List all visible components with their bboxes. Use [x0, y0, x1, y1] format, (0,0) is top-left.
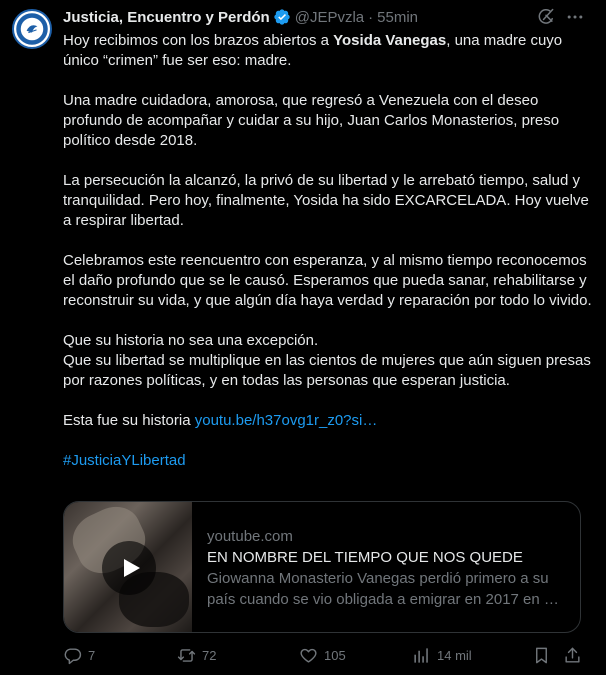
play-button[interactable] [102, 541, 156, 595]
paragraph-1: Hoy recibimos con los brazos abiertos a Yosida Vanegas, una madre cuyo único “crimen” fue ser eso: madre. [63, 32, 563, 69]
paragraph-4: Celebramos este reencuentro con esperanza, y al mismo tiempo reconocemos el daño profundo que se le causó. Esperamos que pueda sanar, rehabilitarse y reconstruir su vida, y que algún día haya verdad y reparación por todo lo vivido. [63, 252, 592, 309]
reply-count: 7 [88, 647, 96, 663]
paragraph-2: Una madre cuidadora, amorosa, que regresó a Venezuela con el deseo profundo de acompañar y cuidar a su hijo, Juan Carlos Monasterios, preso político desde 2018. [63, 92, 560, 149]
tweet-header [63, 7, 418, 27]
grok-icon[interactable] [536, 7, 556, 27]
youtube-link[interactable]: youtu.be/h37ovg1r_z0?si… [194, 412, 378, 429]
share-icon [563, 646, 582, 665]
paragraph-6: Esta fue su historia youtu.be/h37ovg1r_z0?si… [63, 412, 378, 429]
verified-badge-icon[interactable] [273, 8, 291, 26]
retweet-button[interactable] [177, 644, 216, 666]
reply-button[interactable] [63, 644, 95, 666]
bookmark-icon [532, 646, 551, 665]
link-preview-card[interactable] [63, 501, 581, 633]
timestamp[interactable]: 55min [377, 8, 418, 26]
play-icon [119, 556, 143, 580]
bookmark-button[interactable] [532, 644, 551, 666]
paragraph-5: Que su historia no sea una excepción. Que su libertad se multiplique en las cientos de mujeres que aún siguen presas por razones políticas, y en todas las personas que esperan justicia. [63, 332, 591, 389]
retweet-count: 72 [202, 647, 217, 663]
views-count: 14 mil [437, 647, 472, 663]
author-handle[interactable]: @JEPvzla [294, 8, 365, 26]
retweet-icon [177, 646, 196, 665]
views-chart-icon [412, 646, 431, 665]
like-count: 105 [324, 647, 346, 663]
action-bar [63, 644, 593, 666]
separator-dot: · [368, 8, 374, 26]
heart-icon [299, 646, 318, 665]
views-button[interactable] [412, 644, 472, 666]
paragraph-7 [63, 451, 593, 471]
video-thumbnail[interactable] [64, 502, 192, 632]
card-text [207, 526, 567, 610]
avatar[interactable] [12, 9, 52, 49]
organization-logo-icon [14, 11, 50, 47]
paragraph-3: La persecución la alcanzó, la privó de su libertad y le arrebató tiempo, salud y tranquilidad. Pero hoy, finalmente, Yosida ha sido EXCARCELADA. Hoy vuelve a respirar libertad. [63, 172, 589, 229]
more-options-icon[interactable] [565, 7, 585, 27]
share-button[interactable] [563, 644, 582, 666]
tweet-text [63, 31, 593, 491]
card-title: EN NOMBRE DEL TIEMPO QUE NOS QUEDE [207, 549, 523, 566]
card-description: Giowanna Monasterio Vanegas perdió primero a su país cuando se vio obligada a emigrar en 2017 en … [207, 570, 559, 608]
mention-name: Yosida Vanegas [333, 32, 447, 49]
like-button[interactable] [299, 644, 346, 666]
author-name[interactable]: Justicia, Encuentro y Perdón [63, 8, 270, 26]
hashtag-link[interactable]: #JusticiaYLibertad [63, 452, 186, 469]
reply-icon [63, 646, 82, 665]
card-domain: youtube.com [207, 528, 293, 545]
